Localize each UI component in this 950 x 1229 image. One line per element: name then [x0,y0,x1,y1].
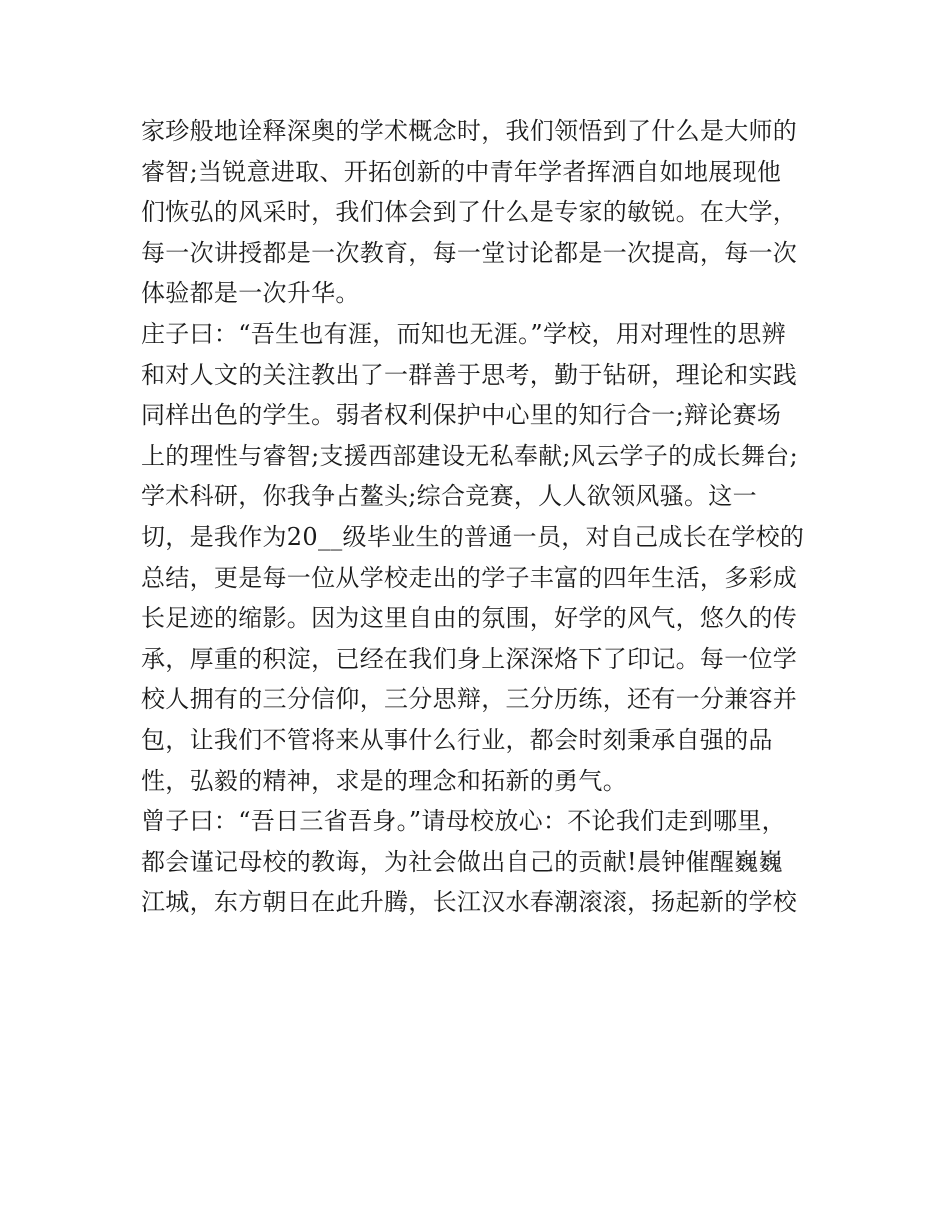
text-line: 学术科研，你我争占鳌头;综合竞赛，人人欲领风骚。这一 [141,482,757,511]
text-line: 曾子曰：“吾日三省吾身。”请母校放心：不论我们走到哪里， [141,807,786,836]
text-line: 每一次讲授都是一次教育，每一堂讨论都是一次提高，每一次 [141,238,798,267]
text-line: 包，让我们不管将来从事什么行业，都会时刻秉承自强的品 [141,725,773,754]
text-line: 同样出色的学生。弱者权利保护中心里的知行合一;辩论赛场 [141,401,782,430]
text-line: 切，是我作为20__级毕业生的普通一员，对自己成长在学校的 [141,522,805,551]
text-line: 和对人文的关注教出了一群善于思考，勤于钻研，理论和实践 [141,360,798,389]
text-line: 总结，更是每一位从学校走出的学子丰富的四年生活，多彩成 [141,563,798,592]
text-line: 性，弘毅的精神，求是的理念和拓新的勇气。 [141,766,627,795]
text-line: 体验都是一次升华。 [141,279,360,308]
text-line: 睿智;当锐意进取、开拓创新的中青年学者挥洒自如地展现他 [141,157,782,186]
text-line: 江城，东方朝日在此升腾，长江汉水春潮滚滚，扬起新的学校 [141,888,798,917]
text-line: 上的理性与睿智;支援西部建设无私奉献;风云学子的成长舞台; [141,441,798,470]
text-line: 都会谨记母校的教诲，为社会做出自己的贡献!晨钟催醒巍巍 [141,847,783,876]
text-line: 家珍般地诠释深奥的学术概念时，我们领悟到了什么是大师的 [141,117,798,145]
text-line: 长足迹的缩影。因为这里自由的氛围，好学的风气，悠久的传 [141,604,798,633]
text-line: 校人拥有的三分信仰，三分思辩，三分历练，还有一分兼容并 [141,685,798,714]
text-line: 庄子曰：“吾生也有涯，而知也无涯。”学校，用对理性的思辨 [141,319,786,348]
text-line: 承，厚重的积淀，已经在我们身上深深烙下了印记。每一位学 [141,644,798,673]
text-line: 们恢弘的风采时，我们体会到了什么是专家的敏锐。在大学， [141,198,798,227]
body-text [141,111,821,923]
